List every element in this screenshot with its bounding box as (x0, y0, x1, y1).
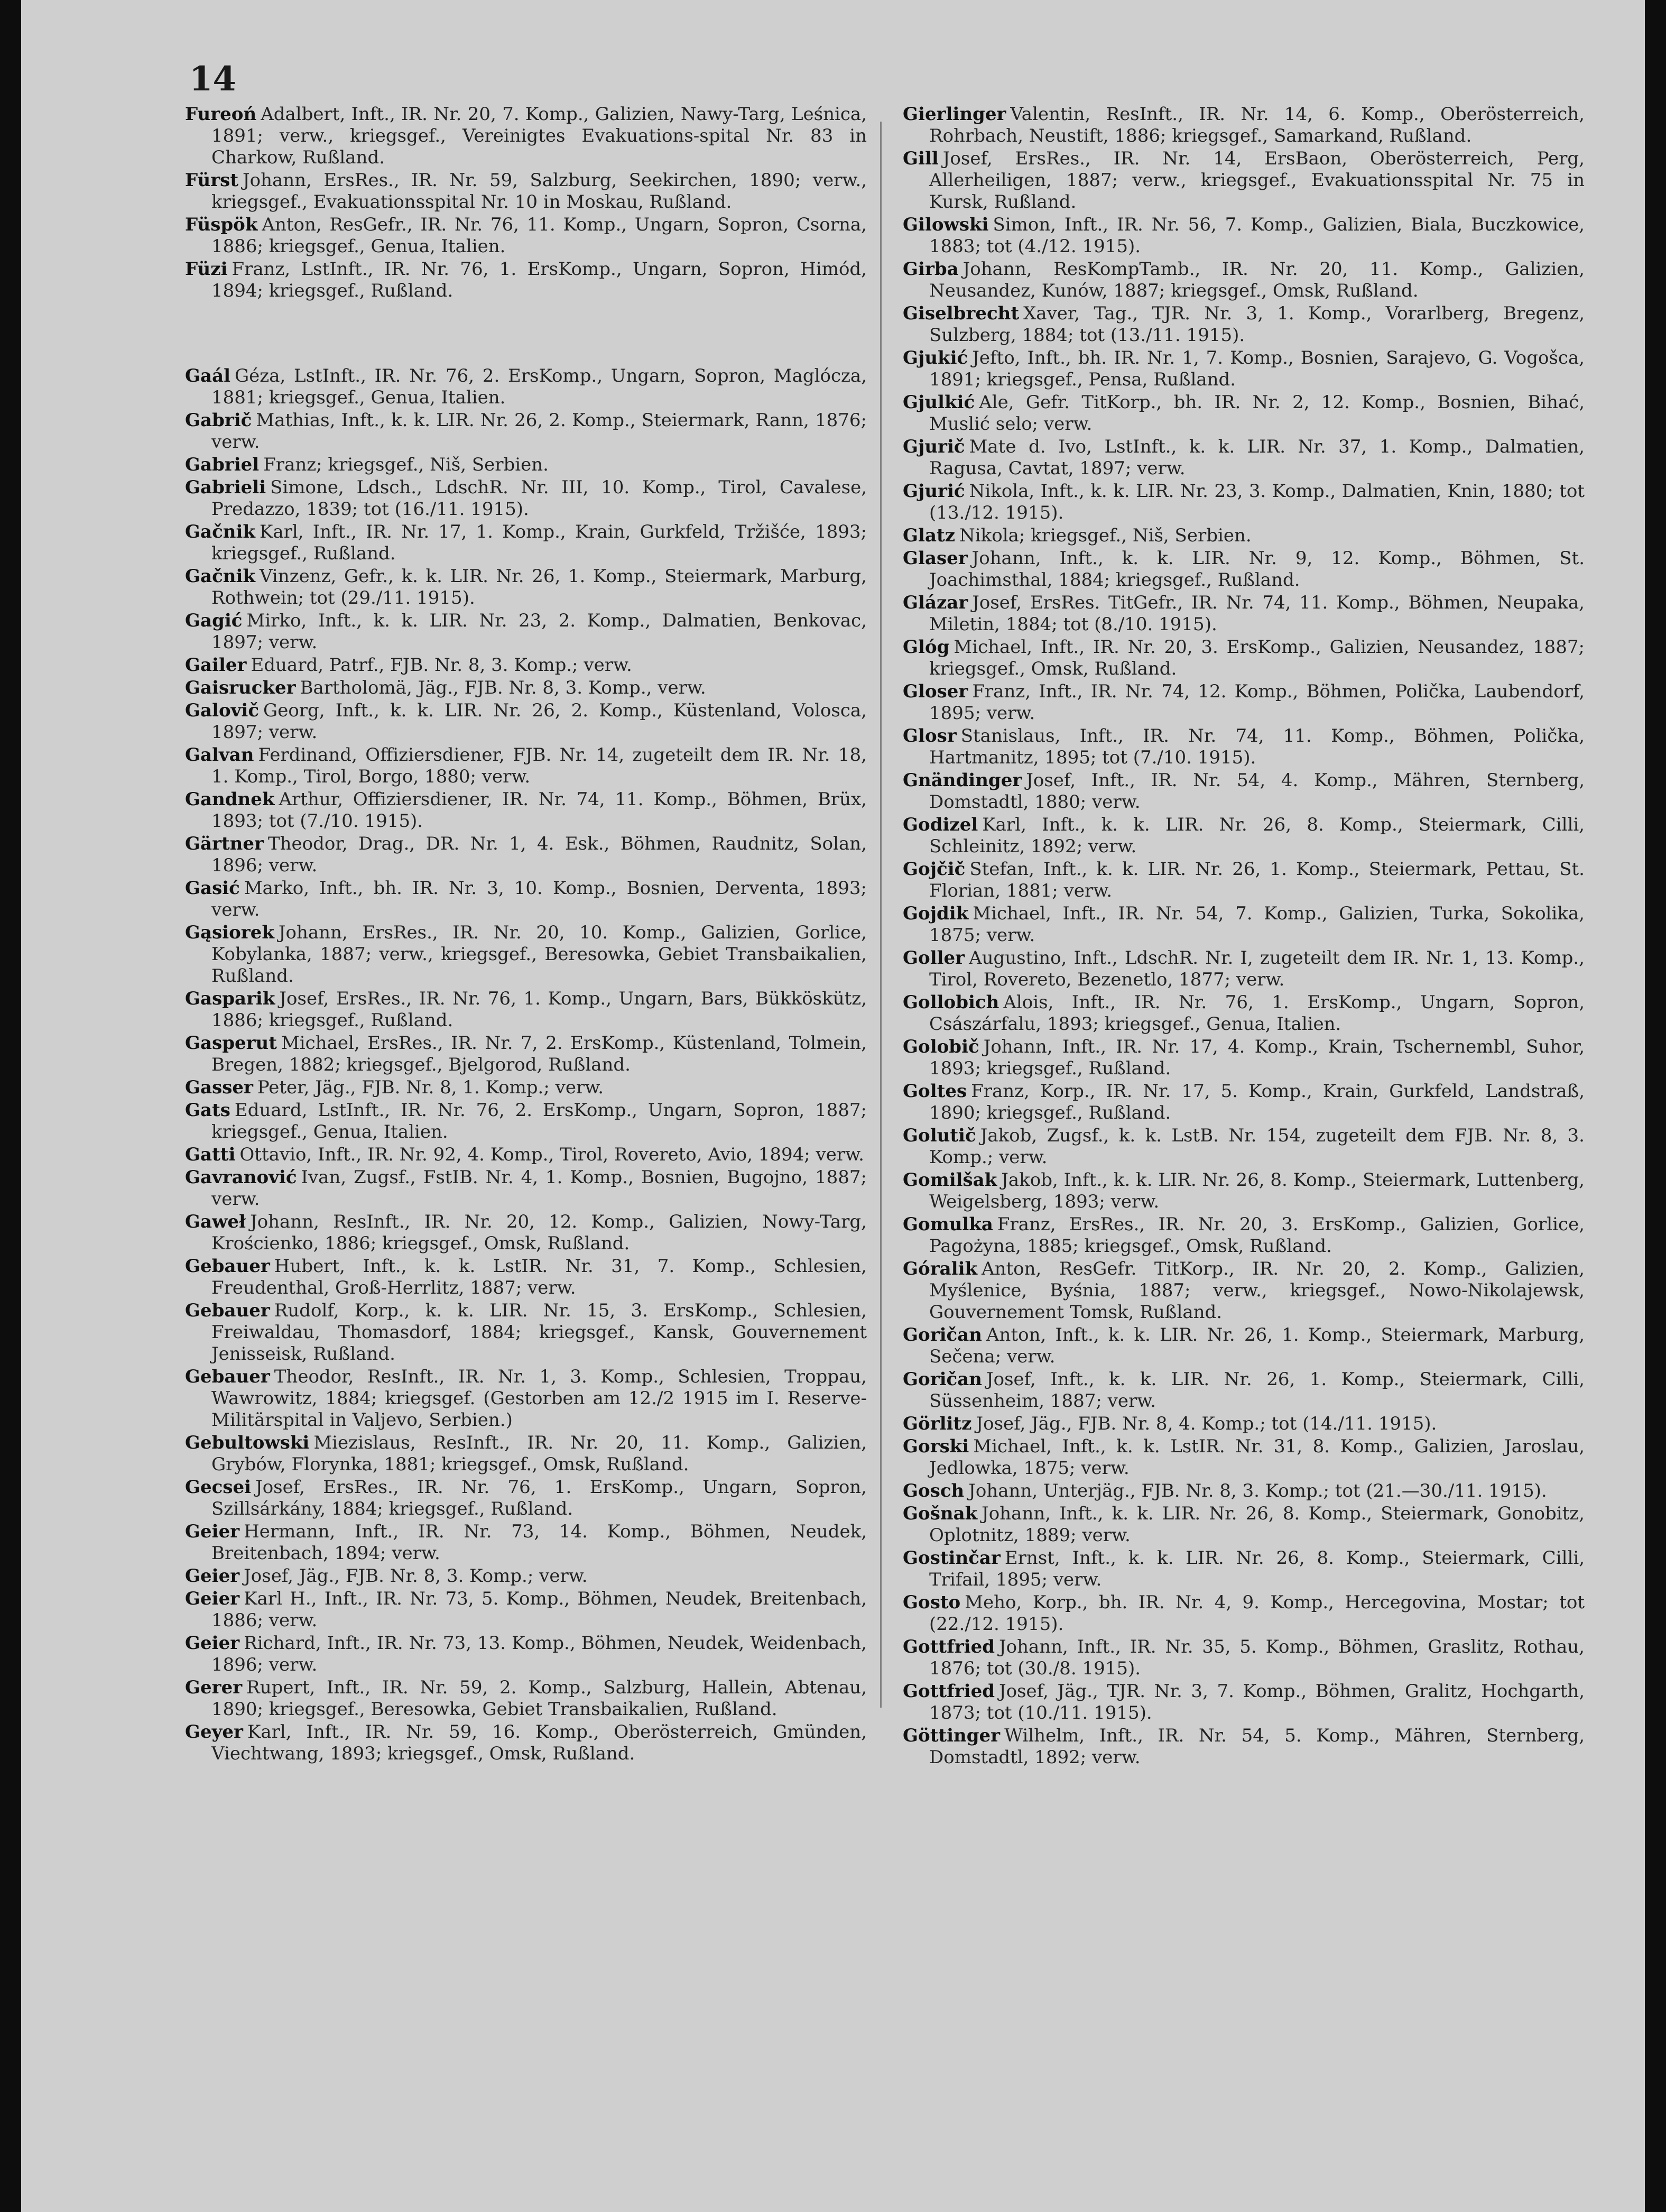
entry-surname: Gebultowski (185, 1432, 310, 1453)
column-divider (880, 122, 882, 1708)
entry-surname: Gollobich (903, 992, 999, 1013)
page-number: 14 (189, 59, 237, 99)
register-entry (185, 214, 867, 257)
entry-details: Mate d. Ivo, LstInft., k. k. LIR. Nr. 37, 1. Komp., Dalmatien, Ragusa, Cavtat, 1897; verw. (929, 436, 1585, 479)
entry-surname: Gandnek (185, 789, 275, 810)
register-entry (185, 610, 867, 653)
register-entry (903, 1436, 1585, 1479)
entry-details: Arthur, Offiziersdiener, IR. Nr. 74, 11. Komp., Böhmen, Brüx, 1893; tot (7./10. 1915). (211, 789, 867, 832)
entry-details: Vinzenz, Gefr., k. k. LIR. Nr. 26, 1. Komp., Steiermark, Marburg, Rothwein; tot (29./11. 1915). (211, 566, 867, 609)
entry-surname: Glosr (903, 725, 957, 746)
entry-surname: Gecsei (185, 1477, 252, 1498)
entry-details: Josef, ErsRes., IR. Nr. 76, 1. Komp., Ungarn, Bars, Bükköskütz, 1886; kriegsgef., Rußland. (211, 988, 867, 1031)
entry-surname: Golobič (903, 1036, 979, 1057)
entry-details: Michael, Inft., k. k. LstIR. Nr. 31, 8. Komp., Galizien, Jaroslau, Jedlowka, 1875; verw. (929, 1436, 1585, 1479)
entry-details: Richard, Inft., IR. Nr. 73, 13. Komp., Böhmen, Neudek, Weidenbach, 1896; verw. (211, 1633, 867, 1675)
register-entry (903, 1214, 1585, 1257)
entry-details: Ernst, Inft., k. k. LIR. Nr. 26, 8. Komp., Steiermark, Cilli, Trifail, 1895; verw. (929, 1547, 1585, 1590)
entry-surname: Galovič (185, 700, 260, 721)
entry-surname: Goričan (903, 1369, 982, 1390)
entry-surname: Gärtner (185, 833, 264, 854)
entry-details: Josef, Jäg., FJB. Nr. 8, 3. Komp.; verw. (244, 1565, 588, 1587)
entry-details: Wilhelm, Inft., IR. Nr. 54, 5. Komp., Mähren, Sternberg, Domstadtl, 1892; verw. (929, 1725, 1585, 1768)
entry-surname: Góralik (903, 1258, 978, 1279)
entry-surname: Glatz (903, 525, 955, 546)
register-entry (903, 436, 1585, 480)
entry-details: Johann, Inft., IR. Nr. 17, 4. Komp., Krain, Tschernembl, Suhor, 1893; kriegsgef., Rußland. (929, 1036, 1585, 1079)
entry-details: Johann, Inft., k. k. LIR. Nr. 9, 12. Komp., Böhmen, St. Joachimsthal, 1884; kriegsgef., Rußland. (929, 548, 1585, 591)
entry-surname: Gačnik (185, 566, 255, 587)
entry-details: Franz, Korp., IR. Nr. 17, 5. Komp., Krain, Gurkfeld, Landstraß, 1890; kriegsgef., Rußland. (929, 1081, 1585, 1123)
entry-surname: Gabriel (185, 454, 260, 475)
entry-details: Anton, ResGefr. TitKorp., IR. Nr. 20, 2. Komp., Galizien, Myślenice, Byśnia, 1887; verw., kriegsgef., Nowo-Nikolajewsk, Gouvernement Tomsk, Rußland. (929, 1258, 1585, 1323)
entry-details: Géza, LstInft., IR. Nr. 76, 2. ErsKomp., Ungarn, Sopron, Maglócza, 1881; kriegsgef., Genua, Italien. (211, 365, 867, 408)
entry-surname: Gačnik (185, 521, 255, 542)
register-entry (903, 859, 1585, 902)
entry-surname: Gavranović (185, 1167, 297, 1188)
register-entry (185, 365, 867, 409)
entry-surname: Gierlinger (903, 104, 1006, 125)
register-entry (185, 1300, 867, 1365)
entry-details: Rudolf, Korp., k. k. LIR. Nr. 15, 3. ErsKomp., Schlesien, Freiwaldau, Thomasdorf, 1884; kriegsgef., Kansk, Gouvernement Jenisseisk, Rußland. (211, 1300, 867, 1365)
entry-details: Franz, ErsRes., IR. Nr. 20, 3. ErsKomp., Galizien, Gorlice, Pagożyna, 1885; kriegsgef., Omsk, Rußland. (929, 1214, 1585, 1257)
entry-details: Stefan, Inft., k. k. LIR. Nr. 26, 1. Komp., Steiermark, Pettau, St. Florian, 1881; verw. (929, 859, 1585, 901)
entry-details: Bartholomä, Jäg., FJB. Nr. 8, 3. Komp., verw. (300, 677, 706, 698)
entry-surname: Gaál (185, 365, 231, 386)
register-entry (185, 259, 867, 302)
entry-details: Adalbert, Inft., IR. Nr. 20, 7. Komp., Galizien, Nawy-Targ, Leśnica, 1891; verw., kriegsgef., Vereinigtes Evakuations-spital Nr. 83 in Charkow, Rußland. (211, 104, 867, 168)
entry-surname: Gebauer (185, 1256, 270, 1277)
entry-details: Karl, Inft., IR. Nr. 17, 1. Komp., Krain, Gurkfeld, Tržišće, 1893; kriegsgef., Rußland. (211, 521, 867, 564)
register-entry (903, 903, 1585, 946)
register-entry (903, 1503, 1585, 1546)
register-entry (185, 1432, 867, 1476)
register-entry (903, 637, 1585, 680)
register-entry (903, 303, 1585, 346)
entry-surname: Gojdik (903, 903, 969, 924)
register-entry (903, 104, 1585, 147)
register-entry (903, 725, 1585, 769)
entry-details: Ottavio, Inft., IR. Nr. 92, 4. Komp., Tirol, Rovereto, Avio, 1894; verw. (239, 1144, 864, 1165)
register-entry (185, 789, 867, 832)
entry-details: Hermann, Inft., IR. Nr. 73, 14. Komp., Böhmen, Neudek, Breitenbach, 1894; verw. (211, 1521, 867, 1564)
register-entry (903, 548, 1585, 591)
entry-details: Michael, Inft., IR. Nr. 54, 7. Komp., Galizien, Turka, Sokolika, 1875; verw. (929, 903, 1585, 946)
register-entry (185, 744, 867, 788)
entry-details: Anton, Inft., k. k. LIR. Nr. 26, 1. Komp., Steiermark, Marburg, Sečena; verw. (929, 1324, 1585, 1367)
right-column (903, 104, 1585, 1769)
register-entry (185, 104, 867, 169)
register-entry (185, 988, 867, 1031)
register-entry (903, 214, 1585, 257)
entry-details: Johann, ErsRes., IR. Nr. 59, Salzburg, Seekirchen, 1890; verw., kriegsgef., Evakuationsspital Nr. 10 in Moskau, Rußland. (211, 170, 867, 213)
entry-details: Alois, Inft., IR. Nr. 76, 1. ErsKomp., Ungarn, Sopron, Császárfalu, 1893; kriegsgef., Genua, Italien. (929, 992, 1585, 1035)
register-entry (185, 1633, 867, 1676)
register-entry (903, 1324, 1585, 1368)
register-entry (185, 410, 867, 453)
register-entry (185, 677, 867, 699)
entry-details: Josef, Inft., k. k. LIR. Nr. 26, 1. Komp., Steiermark, Cilli, Süssenheim, 1887; verw. (929, 1369, 1585, 1412)
entry-surname: Gomilšak (903, 1169, 997, 1191)
entry-details: Michael, Inft., IR. Nr. 20, 3. ErsKomp., Galizien, Neusandez, 1887; kriegsgef., Omsk, Rußland. (929, 637, 1585, 679)
entry-details: Meho, Korp., bh. IR. Nr. 4, 9. Komp., Hercegovina, Mostar; tot (22./12. 1915). (929, 1592, 1585, 1635)
register-entry (903, 481, 1585, 524)
entry-details: Jakob, Inft., k. k. LIR. Nr. 26, 8. Komp., Steiermark, Luttenberg, Weigelsberg, 1893; verw. (929, 1169, 1585, 1212)
entry-details: Karl, Inft., IR. Nr. 59, 16. Komp., Oberösterreich, Gmünden, Viechtwang, 1893; kriegsgef., Omsk, Rußland. (211, 1721, 867, 1764)
register-entry (185, 1521, 867, 1564)
entry-details: Karl, Inft., k. k. LIR. Nr. 26, 8. Komp., Steiermark, Cilli, Schleinitz, 1892; verw. (929, 814, 1585, 857)
entry-surname: Gojčič (903, 859, 966, 880)
entry-surname: Giselbrecht (903, 303, 1020, 324)
register-entry (185, 1256, 867, 1299)
register-entry (185, 1100, 867, 1143)
entry-details: Augustino, Inft., LdschR. Nr. I, zugeteilt dem IR. Nr. 1, 13. Komp., Tirol, Rovereto, Bezenetlo, 1877; verw. (929, 947, 1585, 990)
register-entry (903, 1547, 1585, 1591)
entry-surname: Goltes (903, 1081, 967, 1102)
entry-details: Ivan, Zugsf., FstIB. Nr. 4, 1. Komp., Bosnien, Bugojno, 1887; verw. (211, 1167, 867, 1210)
register-entry (903, 1258, 1585, 1323)
entry-surname: Gebauer (185, 1300, 270, 1321)
register-entry (903, 1125, 1585, 1168)
register-entry (185, 1211, 867, 1255)
register-entry (185, 566, 867, 609)
entry-surname: Göttinger (903, 1725, 1001, 1746)
entry-surname: Geier (185, 1565, 240, 1587)
entry-surname: Gabrič (185, 410, 252, 431)
entry-surname: Gasić (185, 878, 240, 899)
entry-details: Johann, Inft., k. k. LIR. Nr. 26, 8. Komp., Steiermark, Gonobitz, Oplotnitz, 1889; verw. (929, 1503, 1585, 1546)
register-entry (185, 655, 867, 676)
entry-surname: Gasperut (185, 1033, 277, 1054)
register-entry (903, 1081, 1585, 1124)
entry-surname: Gąsiorek (185, 922, 274, 943)
register-entry (185, 454, 867, 476)
entry-details: Josef, Inft., IR. Nr. 54, 4. Komp., Mähren, Sternberg, Domstadtl, 1880; verw. (929, 770, 1585, 813)
register-entry (903, 1169, 1585, 1213)
entry-surname: Geier (185, 1633, 240, 1654)
register-entry (903, 1592, 1585, 1635)
entry-surname: Gjukić (903, 347, 968, 368)
entry-surname: Füzi (185, 259, 228, 280)
register-entry (185, 1144, 867, 1166)
register-entry (185, 521, 867, 565)
entry-surname: Gottfried (903, 1681, 995, 1702)
entry-details: Johann, ErsRes., IR. Nr. 20, 10. Komp., Galizien, Gorlice, Kobylanka, 1887; verw., kriegsgef., Beresowka, Gebiet Transbaikalien, Rußland. (211, 922, 867, 987)
register-entry (903, 525, 1585, 547)
entry-surname: Gaisrucker (185, 677, 296, 698)
entry-surname: Gorski (903, 1436, 969, 1457)
entry-surname: Görlitz (903, 1413, 972, 1434)
entry-details: Josef, ErsRes., IR. Nr. 76, 1. ErsKomp., Ungarn, Sopron, Szillsárkány, 1884; kriegsgef., Rußland. (211, 1477, 867, 1519)
entry-details: Karl H., Inft., IR. Nr. 73, 5. Komp., Böhmen, Neudek, Breitenbach, 1886; verw. (211, 1588, 867, 1631)
register-entry (903, 814, 1585, 858)
entry-details: Theodor, Drag., DR. Nr. 1, 4. Esk., Böhmen, Raudnitz, Solan, 1896; verw. (211, 833, 867, 876)
entry-details: Mirko, Inft., k. k. LIR. Nr. 23, 2. Komp., Dalmatien, Benkovac, 1897; verw. (211, 610, 867, 653)
entry-details: Simone, Ldsch., LdschR. Nr. III, 10. Komp., Tirol, Cavalese, Predazzo, 1839; tot (16./11. 1915). (211, 477, 867, 520)
entry-details: Ferdinand, Offiziersdiener, FJB. Nr. 14, zugeteilt dem IR. Nr. 18, 1. Komp., Tirol, Borgo, 1880; verw. (211, 744, 867, 787)
register-entry (903, 947, 1585, 991)
entry-surname: Geier (185, 1588, 240, 1609)
entry-surname: Fürst (185, 170, 239, 191)
entry-details: Eduard, LstInft., IR. Nr. 76, 2. ErsKomp., Ungarn, Sopron, 1887; kriegsgef., Genua, Italien. (211, 1100, 867, 1142)
register-entry (185, 1077, 867, 1099)
entry-details: Franz; kriegsgef., Niš, Serbien. (263, 454, 549, 475)
entry-surname: Glaser (903, 548, 968, 569)
register-entry (185, 1721, 867, 1765)
register-entry (185, 1565, 867, 1587)
entry-details: Peter, Jäg., FJB. Nr. 8, 1. Komp.; verw. (257, 1077, 604, 1098)
entry-details: Eduard, Patrf., FJB. Nr. 8, 3. Komp.; verw. (251, 655, 632, 676)
entry-details: Xaver, Tag., TJR. Nr. 3, 1. Komp., Vorarlberg, Bregenz, Sulzberg, 1884; tot (13./11. 1915). (929, 303, 1585, 346)
entry-details: Franz, Inft., IR. Nr. 74, 12. Komp., Böhmen, Polička, Laubendorf, 1895; verw. (929, 681, 1585, 724)
register-entry (903, 592, 1585, 635)
entry-surname: Gaweł (185, 1211, 246, 1232)
entry-surname: Goller (903, 947, 965, 969)
entry-surname: Golutič (903, 1125, 976, 1146)
entry-details: Josef, Jäg., TJR. Nr. 3, 7. Komp., Böhmen, Gralitz, Hochgarth, 1873; tot (10./11. 1915). (929, 1681, 1585, 1723)
entry-details: Mathias, Inft., k. k. LIR. Nr. 26, 2. Komp., Steiermark, Rann, 1876; verw. (211, 410, 867, 453)
entry-surname: Gosch (903, 1480, 965, 1501)
entry-surname: Gjurič (903, 436, 965, 457)
entry-details: Franz, LstInft., IR. Nr. 76, 1. ErsKomp., Ungarn, Sopron, Himód, 1894; kriegsgef., Rußland. (211, 259, 867, 301)
entry-surname: Füspök (185, 214, 258, 235)
entry-surname: Gošnak (903, 1503, 978, 1524)
entry-surname: Glóg (903, 637, 950, 658)
entry-surname: Gottfried (903, 1636, 995, 1657)
entry-surname: Godizel (903, 814, 978, 835)
entry-surname: Gosto (903, 1592, 961, 1613)
register-entry (185, 922, 867, 987)
register-entry (903, 392, 1585, 435)
entry-details: Ale, Gefr. TitKorp., bh. IR. Nr. 2, 12. Komp., Bosnien, Bihać, Muslić selo; verw. (929, 392, 1585, 435)
register-entry (185, 170, 867, 213)
entry-surname: Gilowski (903, 214, 989, 235)
entry-details: Josef, ErsRes. TitGefr., IR. Nr. 74, 11. Komp., Böhmen, Neupaka, Miletin, 1884; tot (8./10. 1915). (929, 592, 1585, 635)
entry-surname: Girba (903, 259, 959, 280)
entry-details: Nikola, Inft., k. k. LIR. Nr. 23, 3. Komp., Dalmatien, Knin, 1880; tot (13./12. 1915). (929, 481, 1585, 523)
entry-surname: Gebauer (185, 1366, 270, 1387)
register-entry (903, 1636, 1585, 1680)
register-entry (185, 1366, 867, 1431)
register-entry (903, 992, 1585, 1035)
entry-surname: Gagić (185, 610, 243, 631)
register-entry (903, 1036, 1585, 1080)
register-entry (903, 681, 1585, 724)
entry-surname: Gjurić (903, 481, 965, 502)
entry-surname: Gabrieli (185, 477, 266, 498)
entry-surname: Gjulkić (903, 392, 975, 413)
register-entry (185, 700, 867, 743)
entry-details: Nikola; kriegsgef., Niš, Serbien. (959, 525, 1252, 546)
entry-surname: Goričan (903, 1324, 982, 1345)
register-entry (903, 1480, 1585, 1502)
entry-details: Johann, ResInft., IR. Nr. 20, 12. Komp., Galizien, Nowy-Targ, Krościenko, 1886; kriegsgef., Omsk, Rußland. (211, 1211, 867, 1254)
entry-surname: Gill (903, 148, 939, 169)
register-entry (185, 1677, 867, 1720)
register-entry (903, 347, 1585, 391)
entry-surname: Gerer (185, 1677, 243, 1698)
register-entry (185, 1588, 867, 1632)
entry-surname: Gomulka (903, 1214, 993, 1235)
entry-details: Josef, ErsRes., IR. Nr. 14, ErsBaon, Oberösterreich, Perg, Allerheiligen, 1887; verw., kriegsgef., Evakuationsspital Nr. 75 in Kursk, Rußland. (929, 148, 1585, 213)
entry-surname: Gailer (185, 655, 247, 676)
entry-details: Johann, Inft., IR. Nr. 35, 5. Komp., Böhmen, Graslitz, Rothau, 1876; tot (30./8. 1915). (929, 1636, 1585, 1679)
entry-details: Marko, Inft., bh. IR. Nr. 3, 10. Komp., Bosnien, Derventa, 1893; verw. (211, 878, 867, 920)
entry-surname: Gats (185, 1100, 230, 1121)
entry-details: Valentin, ResInft., IR. Nr. 14, 6. Komp., Oberösterreich, Rohrbach, Neustift, 1886; kriegsgef., Samarkand, Rußland. (929, 104, 1585, 146)
left-column (185, 104, 867, 1766)
register-entry (903, 148, 1585, 213)
entry-details: Stanislaus, Inft., IR. Nr. 74, 11. Komp., Böhmen, Polička, Hartmanitz, 1895; tot (7./10. 1915). (929, 725, 1585, 768)
entry-details: Anton, ResGefr., IR. Nr. 76, 11. Komp., Ungarn, Sopron, Csorna, 1886; kriegsgef., Genua, Italien. (211, 214, 867, 257)
entry-surname: Gostinčar (903, 1547, 1001, 1569)
entry-surname: Gatti (185, 1144, 236, 1165)
entry-surname: Fureoń (185, 104, 257, 125)
entry-surname: Gnändinger (903, 770, 1022, 791)
register-entry (185, 477, 867, 520)
entry-details: Johann, Unterjäg., FJB. Nr. 8, 3. Komp.; tot (21.—30./11. 1915). (968, 1480, 1547, 1501)
register-entry (185, 833, 867, 877)
register-entry (903, 1413, 1585, 1435)
document-page (21, 0, 1645, 2212)
entry-surname: Gasser (185, 1077, 253, 1098)
entry-surname: Gloser (903, 681, 968, 702)
entry-details: Simon, Inft., IR. Nr. 56, 7. Komp., Galizien, Biala, Buczkowice, 1883; tot (4./12. 1915). (929, 214, 1585, 257)
register-entry (185, 1477, 867, 1520)
entry-details: Johann, ResKompTamb., IR. Nr. 20, 11. Komp., Galizien, Neusandez, Kunów, 1887; kriegsgef., Omsk, Rußland. (929, 259, 1585, 301)
entry-details: Theodor, ResInft., IR. Nr. 1, 3. Komp., Schlesien, Troppau, Wawrowitz, 1884; kriegsgef. (Gestorben am 12./2 1915 im I. Reserve-Militärspital in Valjevo, Serbien.) (211, 1366, 867, 1431)
entry-details: Josef, Jäg., FJB. Nr. 8, 4. Komp.; tot (14./11. 1915). (976, 1413, 1437, 1434)
register-entry (903, 1725, 1585, 1768)
entry-surname: Galvan (185, 744, 254, 766)
entry-details: Miezislaus, ResInft., IR. Nr. 20, 11. Komp., Galizien, Grybów, Florynka, 1881; kriegsgef., Omsk, Rußland. (211, 1432, 867, 1475)
entry-details: Hubert, Inft., k. k. LstIR. Nr. 31, 7. Komp., Schlesien, Freudenthal, Groß-Herrlitz, 1887; verw. (211, 1256, 867, 1298)
entry-details: Michael, ErsRes., IR. Nr. 7, 2. ErsKomp., Küstenland, Tolmein, Bregen, 1882; kriegsgef., Bjelgorod, Rußland. (211, 1033, 867, 1075)
entry-surname: Glázar (903, 592, 968, 613)
register-entry (185, 1033, 867, 1076)
register-entry (185, 878, 867, 921)
entry-details: Jakob, Zugsf., k. k. LstB. Nr. 154, zugeteilt dem FJB. Nr. 8, 3. Komp.; verw. (929, 1125, 1585, 1168)
entry-surname: Geier (185, 1521, 240, 1542)
entry-details: Jefto, Inft., bh. IR. Nr. 1, 7. Komp., Bosnien, Sarajevo, G. Vogošca, 1891; kriegsgef., Pensa, Rußland. (929, 347, 1585, 390)
register-entry (903, 259, 1585, 302)
register-entry (903, 770, 1585, 813)
register-entry (903, 1369, 1585, 1412)
entry-surname: Geyer (185, 1721, 243, 1743)
register-entry (903, 1681, 1585, 1724)
entry-surname: Gasparik (185, 988, 275, 1009)
register-entry (185, 1167, 867, 1210)
entry-details: Georg, Inft., k. k. LIR. Nr. 26, 2. Komp., Küstenland, Volosca, 1897; verw. (211, 700, 867, 743)
entry-details: Rupert, Inft., IR. Nr. 59, 2. Komp., Salzburg, Hallein, Abtenau, 1890; kriegsgef., Beresowka, Gebiet Transbaikalien, Rußland. (211, 1677, 867, 1720)
